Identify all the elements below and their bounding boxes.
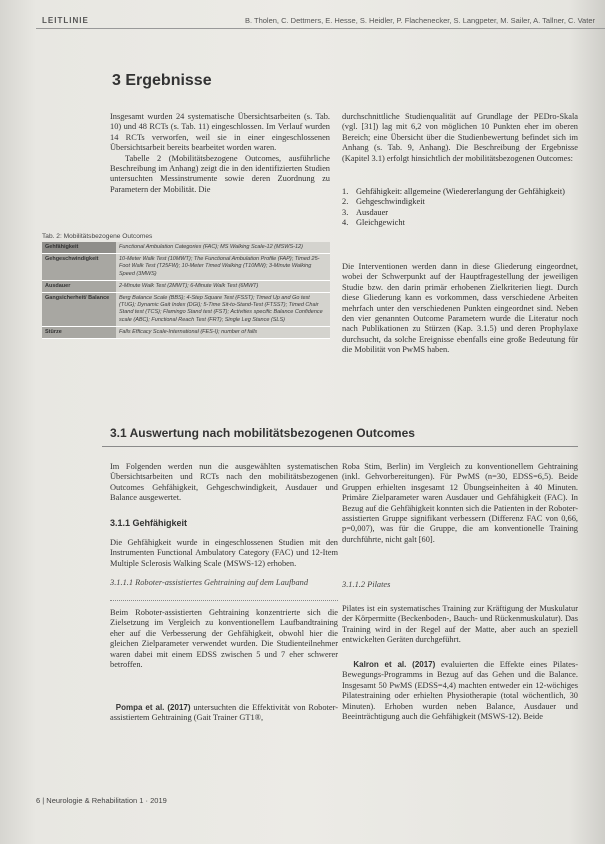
table-caption: Tab. 2: Mobilitätsbezogene Outcomes [42, 233, 153, 240]
pilates-paragraph: Pilates ist ein systematisches Training zur Kräftigung der Muskulatur der Körpermitte (Beckenboden-, Bauch- und Rückenmuskulatur). Das Training wird in der Regel auf der Matte, aber auch an speziell entwickelten Geräten durchgeführt. [342, 604, 578, 645]
intro-p1: Insgesamt wurden 24 systematische Übersichtsarbeiten (s. Tab. 10) und 48 RCTs (s. Tab. 11) eingeschlossen. Im Verlauf wurden 14 RCTs verworfen, weil sie in einer eingeschlossenen Übersichtsarbeit bereits bearbeitet worden waren. [110, 112, 330, 153]
table-row: Gangsicherheit/ Balance Berg Balance Scale (BBS); 4-Step Square Test (FSST); Timed Up and Go test (TUG); Dynamic Gait Index (DGI); 5-Time Sit-to-Stand-Test (FTSST); Timed Chair Stand test (TCS); Flamingo Stand test (FST); Activities specific Balance Confidence scale (ABC); Functional Reach Test (FRT); Single Leg Stance (SLS) [42, 293, 330, 327]
pompa-paragraph: Pompa et al. (2017) untersuchten die Effektivität von Roboter-assistiertem Gehtraining (Gait Trainer GT1®, [110, 703, 338, 723]
citation-pompa: Pompa et al. (2017) [115, 703, 191, 712]
right-paragraph-1: durchschnittliche Studienqualität auf Grundlage der PEDro-Skala (vgl. [31]) lag mit 6,2 von möglichen 10 Punkten eher im oberen Bereich; eine Übersicht über die Studienbewertung befindet sich im Anhang (s. Tab. 9, Anhang). Die Beschreibung der Ergebnisse (Kapitel 3.1) erfolgt hinsichtlich der mobilitätsbezogenen Outcomes: [342, 112, 578, 163]
list-item: 3. Ausdauer [342, 207, 389, 217]
outcomes-table [42, 242, 330, 339]
subheading-3-1-1-2: 3.1.1.2 Pilates [342, 580, 391, 589]
header-rule [36, 28, 605, 29]
table-row: Gehgeschwindigkeit 10-Meter Walk Test (10MWT); The Functional Ambulation Profile (FAP); Timed 25-Foot Walk Test (T25FW); 10-Meter Timed Walking (T10MW); 3-Minute Walking Speed (3MWS) [42, 254, 330, 281]
list-item: 2. Gehgeschwindigkeit [342, 197, 425, 207]
section-rule [102, 446, 578, 447]
list-item: 1. Gehfähigkeit: allgemeine (Wiedererlangung der Gehfähigkeit) [342, 187, 565, 196]
section-label: LEITLINIE [42, 16, 89, 25]
table-row: Gehfähigkeit Functional Ambulation Categories (FAC); MS Walking Scale-12 (MSWS-12) [42, 242, 330, 254]
list-item: 4. Gleichgewicht [342, 218, 405, 228]
subheading-rule [110, 600, 338, 601]
page-footer: 6 | Neurologie & Rehabilitation 1 · 2019 [36, 796, 167, 805]
running-header [42, 14, 595, 28]
intro-p2: Tabelle 2 (Mobilitätsbezogene Outcomes, ausführliche Beschreibung im Anhang) zeigt die in den identifizierten Studien untersuchten Messinstrumente sowie deren Zuordnung zu Parametern der Mobilität. Die [110, 153, 330, 194]
table-row: Stürze Falls Efficacy Scale-International (FES-I); number of falls [42, 326, 330, 338]
right-paragraph-2: Die Interventionen werden dann in diese Gliederung eingeordnet, wobei der Schwerpunkt auf der Hauptfragestellung der jeweiligen Studie bzw. den darin primär erhobenen Zielkriterien liegt. Durch diese Gliederung kann es vorkommen, dass verschiedene Arbeiten mehrfach unter den verschiedenen Punkten eingeordnet sind. Neben den vier genannten Outcome Parametern wurde die Literatur noch nach Publikationen zu Stürzen (Kap. 3.1.5) und deren Prophylaxe durchsucht, da solche Ereignisse ebenfalls eine große Bedeutung für die Mobilität von PwMS haben. [342, 262, 578, 355]
gehfaehigkeit-paragraph: Die Gehfähigkeit wurde in eingeschlossenen Studien mit den Instrumenten Functional Ambulatory Category (FAC) und 12-Item Multiple Sclerosis Walking Scale (MSWS-12) erhoben. [110, 538, 338, 568]
kalron-paragraph: Kalron et al. (2017) evaluierten die Effekte eines Pilates-Bewegungs-Programms in Bezug auf das Gehen und die Balance. Insgesamt 50 PwMS (EDSS=4,4) machten entweder ein 12-wöchiges Pilatestraining oder erhielten Physiotherapie (total wöchentlich, 30 Minuten). Erhoben wurden neben Balance, Ausdauer und Beeinträchtigung auch die Gehfähigkeit (MSWS-12). Beide [342, 660, 578, 722]
outcome-list [342, 187, 578, 229]
chapter-title: 3 Ergebnisse [112, 72, 212, 89]
intro-paragraph [110, 112, 330, 195]
citation-kalron: Kalron et al. (2017) [353, 660, 436, 669]
right-col-paragraph-1: Roba Stim, Berlin) im Vergleich zu konventionellem Gehtraining (inkl. Gehvorbereitungen). Für PwMS (n=30, EDSS=6,5). Beide Gruppen erhielten insgesamt 12 Übungseinheiten à 40 Minuten. Primäre Zielparameter waren Ausdauer und Gehfähigkeit (FAC). In Bezug auf die Gehfähigkeit konnten sich die Patienten in der Roboter-assistierten Gruppe signifikant verbessern (Differenz FAC von 0,66, p=0,007), was für die Gruppe, die am konventionelle Training durchführte, nicht galt [60]. [342, 462, 578, 544]
author-line: B. Tholen, C. Dettmers, E. Hesse, S. Heidler, P. Flachenecker, S. Langpeter, M. Sailer, A. Tallner, C. Vater [244, 16, 595, 25]
subheading-3-1-1-1: 3.1.1.1 Roboter-assistiertes Gehtraining auf dem Laufband [110, 578, 309, 587]
table-row: Ausdauer 2-Minute Walk Test (2MWT); 6-Minute Walk Test (6MWT) [42, 280, 330, 292]
subheading-3-1-1: 3.1.1 Gehfähigkeit [110, 518, 188, 528]
robot-paragraph: Beim Roboter-assistierten Gehtraining konzentrierte sich die Zielsetzung im Vergleich zu konventionellem Laufbandtraining eher auf die Verbesserung der Gehfähigkeit, obwohl hier die gleichen Zielparameter verwendet wurden. Die Studienteilnehmer waren dabei mit einem EDSS zwischen 5 und 7 eher schwerer betroffen. [110, 608, 338, 670]
section-intro: Im Folgenden werden nun die ausgewählten systematischen Übersichtsarbeiten und RCTs nach den mobilitätsbezogenen Outcomes Gehfähigkeit, Gehgeschwindigkeit, Ausdauer und Balance ausgewertet. [110, 462, 338, 503]
section-heading-3-1: 3.1 Auswertung nach mobilitätsbezogenen Outcomes [110, 426, 415, 440]
